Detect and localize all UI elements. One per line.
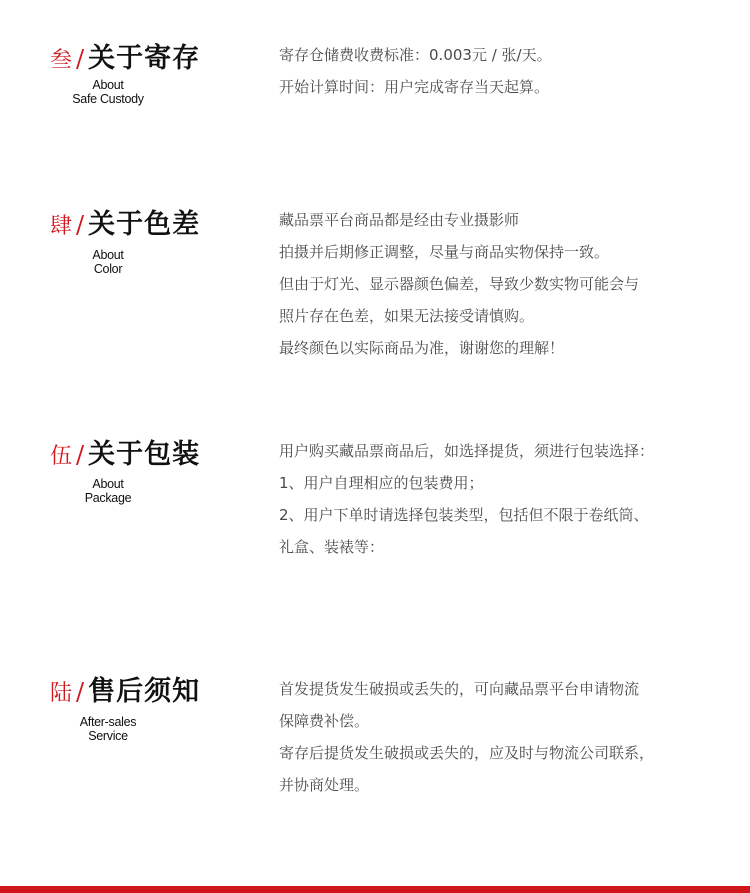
body-line: 但由于灯光、显示器颜色偏差，导致少数实物可能会与 bbox=[279, 275, 640, 293]
section-slash: / bbox=[76, 678, 85, 706]
body-line: 照片存在色差，如果无法接受请慎购。 bbox=[279, 307, 535, 325]
section-slash: / bbox=[76, 441, 85, 469]
section-title: 关于寄存 bbox=[88, 43, 201, 74]
section-body bbox=[279, 39, 719, 103]
body-line: 首发提货发生破损或丢失的，可向藏品票平台申请物流 bbox=[279, 680, 640, 698]
section-title: 售后须知 bbox=[88, 676, 201, 707]
section-number: 肆 bbox=[50, 214, 73, 239]
section-number: 伍 bbox=[50, 444, 73, 469]
bottom-accent-bar bbox=[0, 886, 750, 893]
section-number: 叁 bbox=[50, 48, 73, 73]
section-title: 关于色差 bbox=[88, 209, 201, 240]
subtitle-line: Service bbox=[88, 729, 128, 743]
section-heading bbox=[50, 440, 200, 470]
section-number: 陆 bbox=[50, 681, 73, 706]
body-line: 1、用户自理相应的包装费用； bbox=[279, 474, 484, 492]
subtitle-line: About bbox=[92, 78, 124, 92]
section-title: 关于包装 bbox=[88, 439, 201, 470]
body-line: 开始计算时间：用户完成寄存当天起算。 bbox=[279, 78, 550, 96]
body-line: 寄存仓储费收费标准：0.003元 / 张/天。 bbox=[279, 46, 552, 64]
body-line: 用户购买藏品票商品后，如选择提货，须进行包装选择： bbox=[279, 442, 655, 460]
body-line: 寄存后提货发生破损或丢失的，应及时与物流公司联系， bbox=[279, 744, 655, 762]
subtitle-line: Safe Custody bbox=[72, 92, 144, 106]
section-heading bbox=[50, 210, 200, 240]
body-line: 最终颜色以实际商品为准，谢谢您的理解！ bbox=[279, 339, 565, 357]
subtitle-line: Package bbox=[84, 491, 132, 505]
section-subtitle bbox=[58, 78, 158, 106]
body-line: 并协商处理。 bbox=[279, 776, 370, 794]
body-line: 礼盒、装裱等： bbox=[279, 538, 385, 556]
section-body bbox=[279, 673, 719, 801]
section-subtitle bbox=[58, 477, 158, 505]
body-line: 2、用户下单时请选择包装类型，包括但不限于卷纸筒、 bbox=[279, 506, 649, 524]
subtitle-line: After-sales bbox=[79, 715, 137, 729]
body-line: 藏品票平台商品都是经由专业摄影师 bbox=[279, 211, 520, 229]
section-heading bbox=[50, 44, 200, 74]
section-slash: / bbox=[76, 45, 85, 73]
section-body bbox=[279, 435, 719, 563]
section-subtitle bbox=[58, 715, 158, 743]
subtitle-line: Color bbox=[93, 262, 123, 276]
section-subtitle bbox=[58, 248, 158, 276]
section-body bbox=[279, 204, 719, 364]
body-line: 保障费补偿。 bbox=[279, 712, 370, 730]
subtitle-line: About bbox=[92, 248, 124, 262]
section-slash: / bbox=[76, 211, 85, 239]
body-line: 拍摄并后期修正调整，尽量与商品实物保持一致。 bbox=[279, 243, 610, 261]
subtitle-line: About bbox=[92, 477, 124, 491]
section-heading bbox=[50, 677, 200, 707]
